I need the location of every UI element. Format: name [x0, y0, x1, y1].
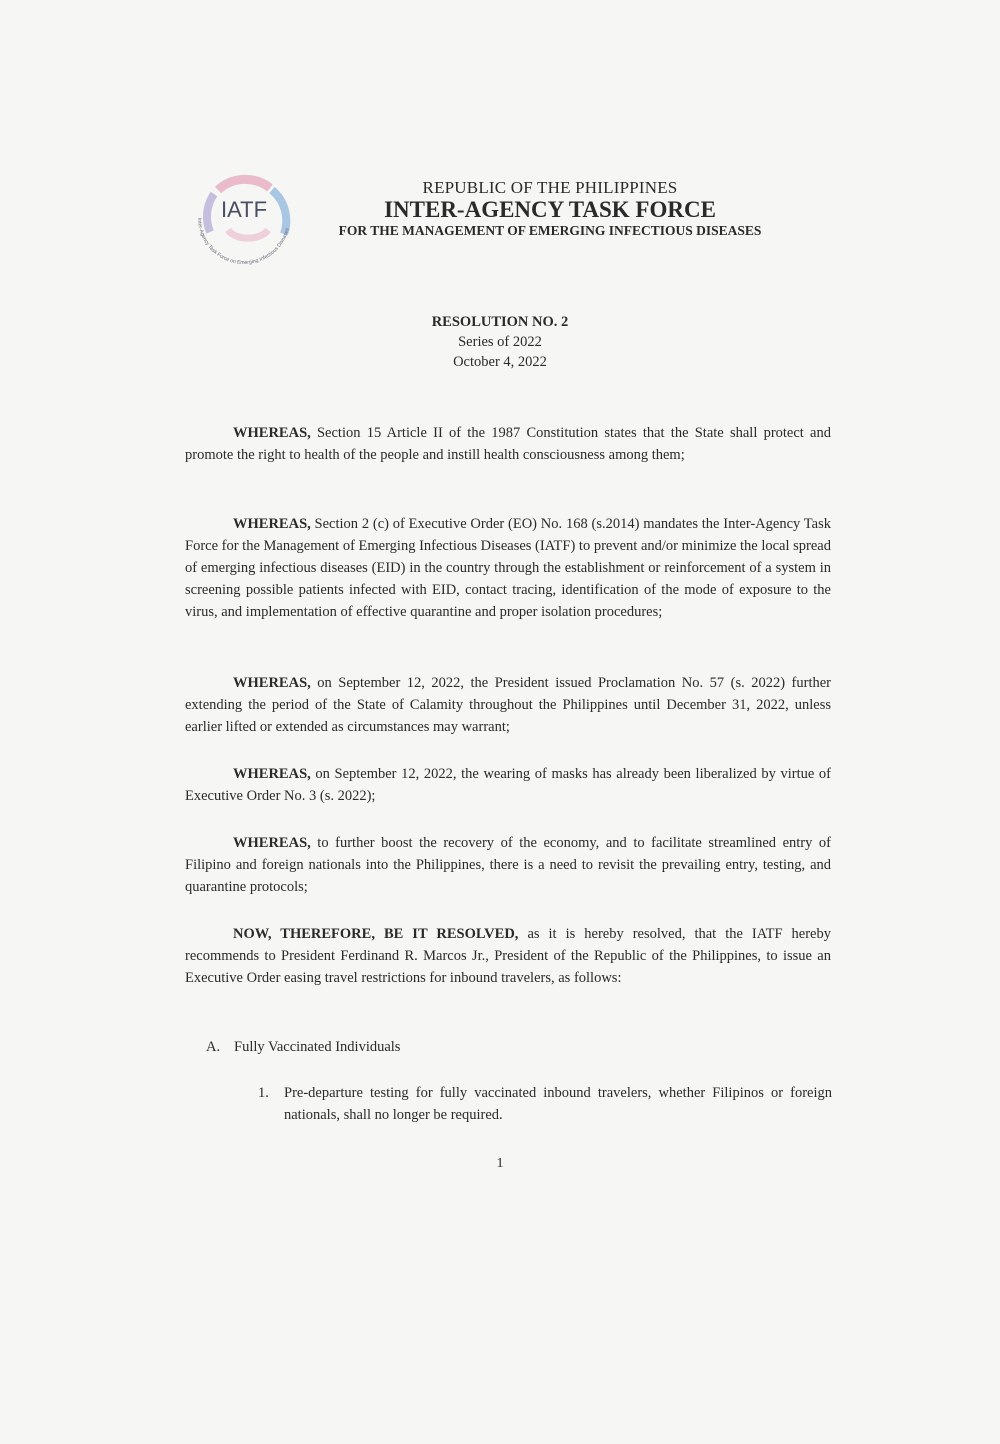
item-number: 1. [258, 1085, 269, 1101]
paragraph-lead: WHEREAS, [233, 425, 311, 441]
paragraph-text: as it is hereby resolved, that the IATF hereby recommends to President Ferdinand R. Marcos Jr., President of the Republic of the Philippines, to issue an Executive Order easing travel restrictions for inbound travelers, as follows: [185, 926, 831, 986]
paragraph-lead: WHEREAS, [233, 516, 311, 532]
whereas-paragraph-3 [185, 672, 831, 738]
resolved-paragraph [185, 923, 831, 989]
section-title: Fully Vaccinated Individuals [234, 1039, 401, 1055]
list-item [258, 1082, 832, 1126]
whereas-paragraph-4 [185, 763, 831, 807]
whereas-paragraph-5 [185, 832, 831, 898]
section-label: A. [206, 1039, 221, 1055]
whereas-paragraph-1 [185, 422, 831, 466]
paragraph-text: Section 15 Article II of the 1987 Constitution states that the State shall protect and promote the right to health of the people and instill health consciousness among them; [185, 425, 831, 463]
letterhead [300, 178, 800, 240]
resolution-date: October 4, 2022 [453, 354, 547, 370]
paragraph-text: on September 12, 2022, the President issued Proclamation No. 57 (s. 2022) further extending the period of the State of Calamity throughout the Philippines until December 31, 2022, unless earlier lifted or extended as circumstances may warrant; [185, 675, 831, 735]
resolution-block [300, 312, 700, 372]
whereas-paragraph-2 [185, 513, 831, 623]
page-number: 1 [496, 1156, 504, 1171]
logo-text: IATF [220, 197, 268, 222]
resolution-series: Series of 2022 [458, 334, 542, 350]
logo-ring-text: Inter-Agency Task Force on Emerging Infectious Diseases [195, 217, 291, 267]
paragraph-lead: WHEREAS, [233, 835, 311, 851]
paragraph-text: Section 2 (c) of Executive Order (EO) No. 168 (s.2014) mandates the Inter-Agency Task Force for the Management of Emerging Infectious Diseases (IATF) to prevent and/or minimize the local spread of emerging infectious diseases (EID) in the country through the establishment or reinforcement of a system in screening possible patients infected with EID, contact tracing, identification of the mode of exposure to the virus, and implementation of effective quarantine and proper isolation procedures; [185, 516, 831, 620]
republic-heading: REPUBLIC OF THE PHILIPPINES [422, 178, 678, 197]
paragraph-text: to further boost the recovery of the economy, and to facilitate streamlined entry of Filipino and foreign nationals into the Philippines, there is a need to revisit the prevailing entry, testing, and quarantine protocols; [185, 835, 831, 895]
paragraph-lead: WHEREAS, [233, 766, 311, 782]
resolution-title: RESOLUTION NO. 2 [431, 314, 569, 330]
paragraph-lead: NOW, THEREFORE, BE IT RESOLVED, [233, 926, 519, 942]
section-a-heading [206, 1036, 400, 1058]
iatf-logo [188, 168, 300, 270]
paragraph-lead: WHEREAS, [233, 675, 311, 691]
paragraph-text: on September 12, 2022, the wearing of masks has already been liberalized by virtue of Executive Order No. 3 (s. 2022); [185, 766, 831, 804]
agency-heading: INTER-AGENCY TASK FORCE [384, 197, 716, 222]
item-text: Pre-departure testing for fully vaccinated inbound travelers, whether Filipinos or foreign nationals, shall no longer be required. [284, 1085, 832, 1123]
agency-full-name: FOR THE MANAGEMENT OF EMERGING INFECTIOUS DISEASES [338, 223, 762, 238]
